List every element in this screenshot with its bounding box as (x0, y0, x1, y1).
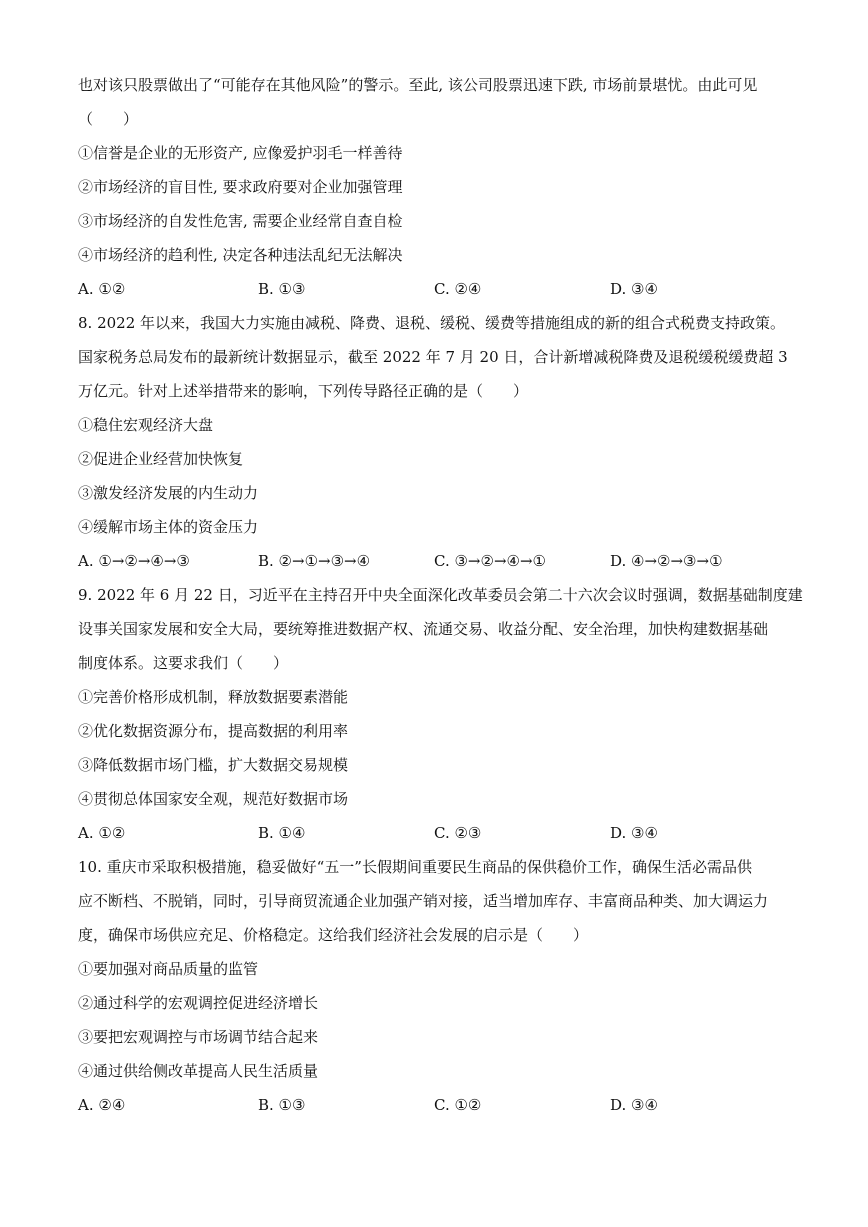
q7-answer-paren: （ ） (78, 110, 139, 128)
q8-stem-line: 万亿元。针对上述举措带来的影响，下列传导路径正确的是（ ） (78, 382, 529, 400)
q8-option-a[interactable]: A. ①→②→④→③ (78, 552, 190, 570)
q7-item-1: ①信誉是企业的无形资产, 应像爱护羽毛一样善待 (78, 144, 403, 162)
q8-stem-line: 8. 2022 年以来，我国大力实施由减税、降费、退税、缓税、缓费等措施组成的新的组合式税费支持政策。 (78, 314, 786, 332)
q8-item-3: ③激发经济发展的内生动力 (78, 484, 259, 502)
q8-option-b[interactable]: B. ②→①→③→④ (258, 552, 371, 570)
q7-item-4: ④市场经济的趋利性, 决定各种违法乱纪无法解决 (78, 246, 403, 264)
q8-item-4: ④缓解市场主体的资金压力 (78, 518, 259, 536)
q9-options (78, 823, 798, 843)
q10-option-d[interactable]: D. ③④ (610, 1096, 658, 1114)
q8-options (78, 551, 798, 571)
q9-stem-line: 9. 2022 年 6 月 22 日，习近平在主持召开中央全面深化改革委员会第二十六次会议时强调，数据基础制度建 (78, 586, 803, 604)
q10-option-c[interactable]: C. ①② (434, 1096, 482, 1114)
q7-stem-line: 也对该只股票做出了“可能存在其他风险”的警示。至此, 该公司股票迅速下跌, 市场前景堪忧。由此可见 (78, 76, 758, 94)
q9-stem-line: 制度体系。这要求我们（ ） (78, 654, 289, 672)
q10-item-2: ②通过科学的宏观调控促进经济增长 (78, 994, 319, 1012)
q10-stem-line: 应不断档、不脱销，同时，引导商贸流通企业加强产销对接，适当增加库存、丰富商品种类、加大调运力 (78, 892, 769, 910)
q9-item-2: ②优化数据资源分布，提高数据的利用率 (78, 722, 349, 740)
q8-stem-line: 国家税务总局发布的最新统计数据显示，截至 2022 年 7 月 20 日，合计新增减税降费及退税缓税缓费超 3 (78, 348, 788, 366)
q7-option-a[interactable]: A. ①② (78, 280, 126, 298)
q10-item-1: ①要加强对商品质量的监管 (78, 960, 259, 978)
q8-option-c[interactable]: C. ③→②→④→① (434, 552, 546, 570)
q9-option-d[interactable]: D. ③④ (610, 824, 658, 842)
q7-item-2: ②市场经济的盲目性, 要求政府要对企业加强管理 (78, 178, 403, 196)
q9-item-4: ④贯彻总体国家安全观，规范好数据市场 (78, 790, 349, 808)
q10-stem-line: 度，确保市场供应充足、价格稳定。这给我们经济社会发展的启示是（ ） (78, 926, 589, 944)
q8-item-2: ②促进企业经营加快恢复 (78, 450, 244, 468)
q9-option-c[interactable]: C. ②③ (434, 824, 482, 842)
q10-options (78, 1095, 798, 1115)
q10-item-4: ④通过供给侧改革提高人民生活质量 (78, 1062, 319, 1080)
q7-option-c[interactable]: C. ②④ (434, 280, 482, 298)
q10-item-3: ③要把宏观调控与市场调节结合起来 (78, 1028, 319, 1046)
q10-option-a[interactable]: A. ②④ (78, 1096, 126, 1114)
q7-item-3: ③市场经济的自发性危害, 需要企业经常自查自检 (78, 212, 403, 230)
q9-option-b[interactable]: B. ①④ (258, 824, 306, 842)
q9-item-1: ①完善价格形成机制，释放数据要素潜能 (78, 688, 349, 706)
q10-option-b[interactable]: B. ①③ (258, 1096, 306, 1114)
q8-option-d[interactable]: D. ④→②→③→① (610, 552, 723, 570)
q8-item-1: ①稳住宏观经济大盘 (78, 416, 214, 434)
q7-options (78, 279, 798, 299)
q10-stem-line: 10. 重庆市采取积极措施，稳妥做好“五一”长假期间重要民生商品的保供稳价工作，确保生活必需品供 (78, 858, 752, 876)
q7-option-b[interactable]: B. ①③ (258, 280, 306, 298)
q9-option-a[interactable]: A. ①② (78, 824, 126, 842)
q7-option-d[interactable]: D. ③④ (610, 280, 658, 298)
q9-stem-line: 设事关国家发展和安全大局，要统筹推进数据产权、流通交易、收益分配、安全治理，加快构建数据基础 (78, 620, 769, 638)
q9-item-3: ③降低数据市场门槛，扩大数据交易规模 (78, 756, 349, 774)
